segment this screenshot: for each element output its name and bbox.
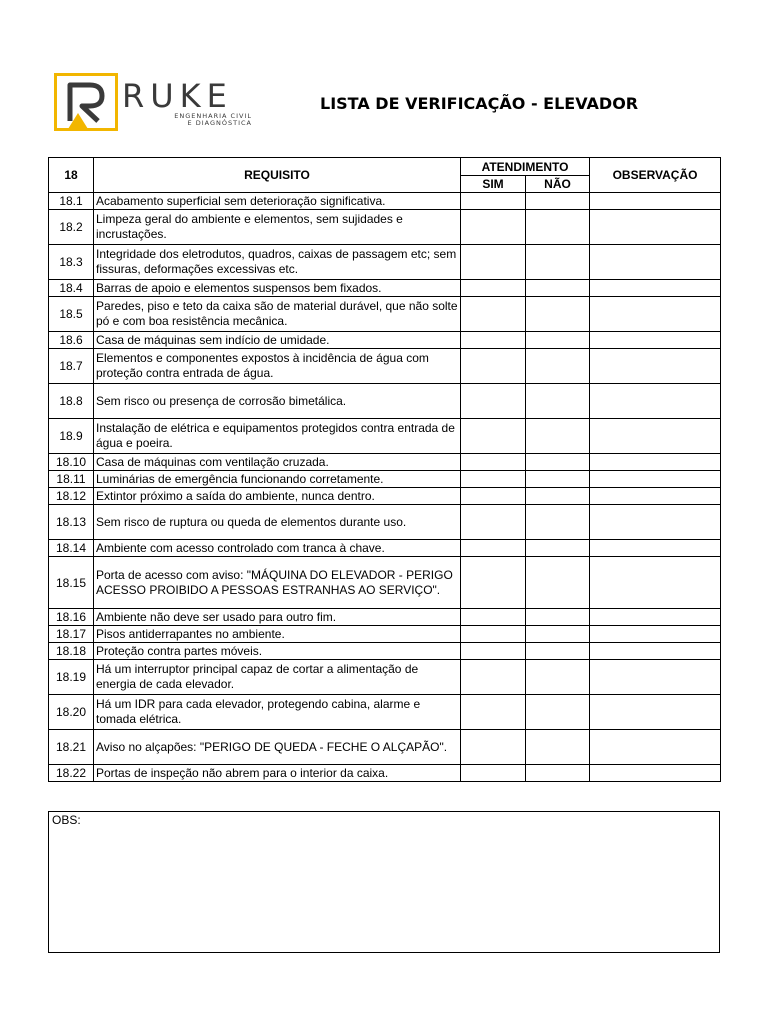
row-number: 18.16	[49, 609, 94, 626]
brand-subtitle-line1: ENGENHARIA CIVIL	[174, 112, 252, 120]
row-requirement: Proteção contra partes móveis.	[94, 643, 461, 660]
row-sim-cell[interactable]	[461, 332, 526, 349]
row-requirement: Casa de máquinas sem indício de umidade.	[94, 332, 461, 349]
row-observacao-cell[interactable]	[590, 332, 721, 349]
row-nao-cell[interactable]	[526, 471, 590, 488]
row-observacao-cell[interactable]	[590, 280, 721, 297]
table-row	[49, 297, 721, 332]
row-observacao-cell[interactable]	[590, 505, 721, 540]
table-row	[49, 384, 721, 419]
row-nao-cell[interactable]	[526, 454, 590, 471]
row-sim-cell[interactable]	[461, 193, 526, 210]
row-nao-cell[interactable]	[526, 730, 590, 765]
row-observacao-cell[interactable]	[590, 193, 721, 210]
row-requirement: Luminárias de emergência funcionando corretamente.	[94, 471, 461, 488]
row-sim-cell[interactable]	[461, 660, 526, 695]
row-observacao-cell[interactable]	[590, 660, 721, 695]
row-requirement: Pisos antiderrapantes no ambiente.	[94, 626, 461, 643]
row-observacao-cell[interactable]	[590, 210, 721, 245]
row-requirement: Limpeza geral do ambiente e elementos, sem sujidades e incrustações.	[94, 210, 461, 245]
row-observacao-cell[interactable]	[590, 349, 721, 384]
table-row	[49, 695, 721, 730]
table-row	[49, 626, 721, 643]
table-row	[49, 765, 721, 782]
row-number: 18.13	[49, 505, 94, 540]
row-requirement: Há um interruptor principal capaz de cortar a alimentação de energia de cada elevador.	[94, 660, 461, 695]
table-row	[49, 471, 721, 488]
row-nao-cell[interactable]	[526, 349, 590, 384]
row-sim-cell[interactable]	[461, 695, 526, 730]
header-requisito: REQUISITO	[94, 158, 461, 193]
obs-label: OBS:	[52, 813, 81, 827]
table-row	[49, 609, 721, 626]
table-row	[49, 193, 721, 210]
row-number: 18.18	[49, 643, 94, 660]
row-sim-cell[interactable]	[461, 471, 526, 488]
row-number: 18.8	[49, 384, 94, 419]
row-observacao-cell[interactable]	[590, 626, 721, 643]
row-nao-cell[interactable]	[526, 210, 590, 245]
row-sim-cell[interactable]	[461, 609, 526, 626]
row-nao-cell[interactable]	[526, 643, 590, 660]
row-requirement: Paredes, piso e teto da caixa são de material durável, que não solte pó e com boa resistência mecânica.	[94, 297, 461, 332]
row-requirement: Aviso no alçapões: "PERIGO DE QUEDA - FECHE O ALÇAPÃO".	[94, 730, 461, 765]
observations-box[interactable]	[48, 811, 720, 953]
row-sim-cell[interactable]	[461, 488, 526, 505]
table-row	[49, 488, 721, 505]
row-number: 18.17	[49, 626, 94, 643]
row-nao-cell[interactable]	[526, 540, 590, 557]
row-sim-cell[interactable]	[461, 505, 526, 540]
row-requirement: Acabamento superficial sem deterioração significativa.	[94, 193, 461, 210]
row-nao-cell[interactable]	[526, 280, 590, 297]
row-requirement: Portas de inspeção não abrem para o interior da caixa.	[94, 765, 461, 782]
row-nao-cell[interactable]	[526, 488, 590, 505]
row-observacao-cell[interactable]	[590, 297, 721, 332]
row-observacao-cell[interactable]	[590, 454, 721, 471]
table-row	[49, 349, 721, 384]
row-sim-cell[interactable]	[461, 384, 526, 419]
row-observacao-cell[interactable]	[590, 730, 721, 765]
row-observacao-cell[interactable]	[590, 609, 721, 626]
row-sim-cell[interactable]	[461, 765, 526, 782]
row-number: 18.20	[49, 695, 94, 730]
row-observacao-cell[interactable]	[590, 765, 721, 782]
table-row	[49, 332, 721, 349]
row-nao-cell[interactable]	[526, 384, 590, 419]
row-sim-cell[interactable]	[461, 454, 526, 471]
row-nao-cell[interactable]	[526, 419, 590, 454]
table-row	[49, 660, 721, 695]
row-observacao-cell[interactable]	[590, 695, 721, 730]
row-nao-cell[interactable]	[526, 695, 590, 730]
row-requirement: Há um IDR para cada elevador, protegendo cabina, alarme e tomada elétrica.	[94, 695, 461, 730]
row-sim-cell[interactable]	[461, 643, 526, 660]
row-nao-cell[interactable]	[526, 765, 590, 782]
row-number: 18.7	[49, 349, 94, 384]
header-atendimento: ATENDIMENTO	[461, 158, 590, 176]
brand-subtitle-line2: E DIAGNÓSTICA	[187, 119, 252, 127]
row-nao-cell[interactable]	[526, 245, 590, 280]
row-nao-cell[interactable]	[526, 609, 590, 626]
row-sim-cell[interactable]	[461, 349, 526, 384]
table-row	[49, 280, 721, 297]
row-sim-cell[interactable]	[461, 626, 526, 643]
table-row	[49, 419, 721, 454]
row-sim-cell[interactable]	[461, 730, 526, 765]
row-nao-cell[interactable]	[526, 297, 590, 332]
document-title: LISTA DE VERIFICAÇÃO - ELEVADOR	[320, 94, 639, 113]
header-observacao: OBSERVAÇÃO	[590, 158, 721, 193]
row-requirement: Extintor próximo a saída do ambiente, nunca dentro.	[94, 488, 461, 505]
table-row	[49, 557, 721, 609]
row-requirement: Sem risco de ruptura ou queda de elementos durante uso.	[94, 505, 461, 540]
row-sim-cell[interactable]	[461, 280, 526, 297]
company-logo	[54, 73, 254, 133]
row-observacao-cell[interactable]	[590, 643, 721, 660]
row-number: 18.3	[49, 245, 94, 280]
row-requirement: Elementos e componentes expostos à incidência de água com proteção contra entrada de água.	[94, 349, 461, 384]
row-number: 18.21	[49, 730, 94, 765]
row-observacao-cell[interactable]	[590, 384, 721, 419]
row-number: 18.14	[49, 540, 94, 557]
row-requirement: Ambiente com acesso controlado com tranca à chave.	[94, 540, 461, 557]
brand-name: RUKE	[122, 77, 233, 115]
row-number: 18.5	[49, 297, 94, 332]
row-number: 18.9	[49, 419, 94, 454]
row-nao-cell[interactable]	[526, 626, 590, 643]
row-number: 18.4	[49, 280, 94, 297]
checklist-table	[48, 157, 721, 782]
row-number: 18.15	[49, 557, 94, 609]
row-number: 18.10	[49, 454, 94, 471]
row-requirement: Integridade dos eletrodutos, quadros, caixas de passagem etc; sem fissuras, deformações excessivas etc.	[94, 245, 461, 280]
row-observacao-cell[interactable]	[590, 557, 721, 609]
row-requirement: Ambiente não deve ser usado para outro fim.	[94, 609, 461, 626]
row-observacao-cell[interactable]	[590, 540, 721, 557]
row-requirement: Instalação de elétrica e equipamentos protegidos contra entrada de água e poeira.	[94, 419, 461, 454]
row-sim-cell[interactable]	[461, 210, 526, 245]
table-row	[49, 730, 721, 765]
row-number: 18.6	[49, 332, 94, 349]
row-sim-cell[interactable]	[461, 297, 526, 332]
row-observacao-cell[interactable]	[590, 245, 721, 280]
ruke-logo-icon	[54, 73, 118, 131]
row-requirement: Barras de apoio e elementos suspensos bem fixados.	[94, 280, 461, 297]
row-number: 18.1	[49, 193, 94, 210]
table-row	[49, 245, 721, 280]
row-observacao-cell[interactable]	[590, 419, 721, 454]
table-row	[49, 643, 721, 660]
table-row	[49, 210, 721, 245]
row-number: 18.2	[49, 210, 94, 245]
row-requirement: Porta de acesso com aviso: "MÁQUINA DO ELEVADOR - PERIGO ACESSO PROIBIDO A PESSOAS ESTRANHAS AO SERVIÇO".	[94, 557, 461, 609]
row-requirement: Sem risco ou presença de corrosão bimetálica.	[94, 384, 461, 419]
row-number: 18.12	[49, 488, 94, 505]
row-number: 18.19	[49, 660, 94, 695]
table-row	[49, 454, 721, 471]
row-nao-cell[interactable]	[526, 193, 590, 210]
row-nao-cell[interactable]	[526, 557, 590, 609]
row-nao-cell[interactable]	[526, 505, 590, 540]
header-sim: SIM	[461, 176, 526, 193]
header-nao: NÃO	[526, 176, 590, 193]
row-nao-cell[interactable]	[526, 660, 590, 695]
brand-subtitle	[172, 113, 252, 127]
row-sim-cell[interactable]	[461, 557, 526, 609]
row-nao-cell[interactable]	[526, 332, 590, 349]
table-row	[49, 505, 721, 540]
row-sim-cell[interactable]	[461, 419, 526, 454]
header-section: 18	[49, 158, 94, 193]
row-requirement: Casa de máquinas com ventilação cruzada.	[94, 454, 461, 471]
row-observacao-cell[interactable]	[590, 471, 721, 488]
row-number: 18.22	[49, 765, 94, 782]
table-row	[49, 540, 721, 557]
row-sim-cell[interactable]	[461, 245, 526, 280]
row-observacao-cell[interactable]	[590, 488, 721, 505]
row-sim-cell[interactable]	[461, 540, 526, 557]
row-number: 18.11	[49, 471, 94, 488]
